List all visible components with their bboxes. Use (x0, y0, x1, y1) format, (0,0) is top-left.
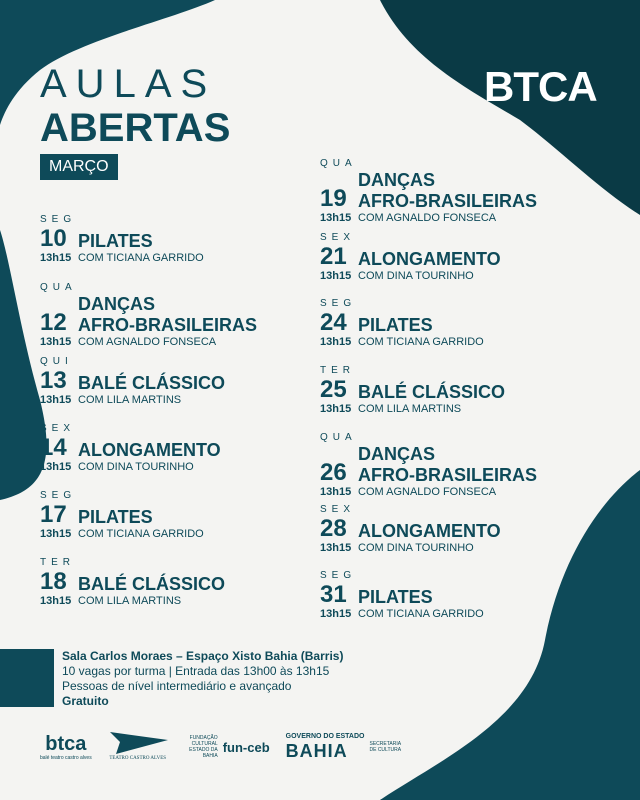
instructor: COM AGNALDO FONSECA (78, 336, 217, 348)
class-title: DANÇAS (78, 294, 156, 314)
class-title: ALONGAMENTO (358, 249, 501, 269)
instructor: COM LILA MARTINS (78, 595, 182, 607)
class-title: PILATES (78, 231, 153, 251)
weekday: SEG (40, 214, 77, 225)
date-number: 24 (320, 309, 347, 336)
instructor: COM TICIANA GARRIDO (78, 252, 204, 264)
class-entry (320, 232, 501, 283)
btca-logo: btca balé teatro castro alves (40, 733, 92, 761)
date-number: 12 (40, 309, 67, 336)
info-accent-bar (0, 649, 54, 707)
class-title: BALÉ CLÁSSICO (78, 373, 226, 393)
weekday: SEX (320, 232, 356, 243)
weekday: SEX (320, 504, 356, 515)
weekday: SEG (40, 490, 77, 501)
class-time: 13h15 (40, 461, 72, 473)
class-entry (320, 432, 537, 499)
class-time: 13h15 (320, 608, 352, 620)
class-entry (320, 504, 501, 555)
class-entry (320, 298, 484, 349)
instructor: COM AGNALDO FONSECA (358, 212, 497, 224)
class-entry (40, 423, 221, 474)
info-block (62, 649, 343, 709)
class-title: BALÉ CLÁSSICO (78, 574, 226, 594)
weekday: QUA (40, 282, 77, 293)
info-level: Pessoas de nível intermediário e avançado (62, 679, 292, 693)
instructor: COM DINA TOURINHO (358, 542, 474, 554)
instructor: COM TICIANA GARRIDO (78, 528, 204, 540)
class-time: 13h15 (320, 542, 352, 554)
info-price: Gratuito (62, 694, 109, 708)
class-title: PILATES (358, 315, 433, 335)
class-title: AFRO-BRASILEIRAS (358, 191, 537, 211)
weekday: TER (320, 365, 355, 376)
title-line-2: ABERTAS (40, 106, 231, 150)
date-number: 26 (320, 459, 347, 486)
instructor: COM TICIANA GARRIDO (358, 336, 484, 348)
weekday: TER (40, 557, 75, 568)
class-time: 13h15 (320, 336, 352, 348)
instructor: COM DINA TOURINHO (358, 270, 474, 282)
class-entry (40, 282, 257, 349)
class-time: 13h15 (320, 486, 352, 498)
date-number: 14 (40, 434, 67, 461)
weekday: SEX (40, 423, 76, 434)
weekday: QUI (40, 356, 73, 367)
class-title: PILATES (78, 507, 153, 527)
class-entry (320, 365, 505, 416)
date-number: 21 (320, 243, 347, 270)
class-time: 13h15 (40, 252, 72, 264)
class-time: 13h15 (320, 212, 352, 224)
class-entry (40, 490, 204, 541)
venue: Sala Carlos Moraes – Espaço Xisto Bahia (Barris) (62, 649, 344, 663)
class-entry (320, 570, 484, 621)
class-entry (320, 158, 537, 225)
weekday: QUA (320, 158, 357, 169)
class-time: 13h15 (320, 403, 352, 415)
date-number: 10 (40, 225, 67, 252)
info-capacity: 10 vagas por turma | Entrada das 13h00 às 13h15 (62, 664, 330, 678)
class-entry (40, 356, 225, 407)
instructor: COM AGNALDO FONSECA (358, 486, 497, 498)
weekday: QUA (320, 432, 357, 443)
class-title: DANÇAS (358, 444, 436, 464)
date-number: 17 (40, 501, 67, 528)
date-number: 25 (320, 376, 347, 403)
class-title: ALONGAMENTO (358, 521, 501, 541)
class-title: PILATES (358, 587, 433, 607)
instructor: COM TICIANA GARRIDO (358, 608, 484, 620)
funceb-logo: FUNDAÇÃO CULTURAL ESTADO DA BAHIA fun-ceb (189, 735, 270, 759)
class-time: 13h15 (40, 336, 72, 348)
weekday: SEG (320, 570, 357, 581)
date-number: 18 (40, 568, 67, 595)
class-title: ALONGAMENTO (78, 440, 221, 460)
date-number: 28 (320, 515, 347, 542)
tca-logo: TEATRO CASTRO ALVES (108, 732, 168, 762)
month-badge: MARÇO (40, 154, 118, 180)
class-time: 13h15 (40, 394, 72, 406)
class-time: 13h15 (320, 270, 352, 282)
date-number: 19 (320, 185, 347, 212)
class-entry (40, 214, 204, 265)
sponsor-logos (40, 732, 407, 762)
date-number: 31 (320, 581, 347, 608)
weekday: SEG (320, 298, 357, 309)
instructor: COM DINA TOURINHO (78, 461, 194, 473)
title-line-1: AULAS (40, 62, 217, 106)
class-time: 13h15 (40, 528, 72, 540)
class-title: BALÉ CLÁSSICO (358, 382, 506, 402)
instructor: COM LILA MARTINS (358, 403, 462, 415)
class-title: DANÇAS (358, 170, 436, 190)
class-entry (40, 557, 225, 608)
class-time: 13h15 (40, 595, 72, 607)
gov-bahia-logo: GOVERNO DO ESTADO BAHIA SECRETARIA DE CULTURA (285, 733, 402, 761)
instructor: COM LILA MARTINS (78, 394, 182, 406)
class-title: AFRO-BRASILEIRAS (78, 315, 257, 335)
brand-logo: BTCA (484, 63, 597, 110)
date-number: 13 (40, 367, 67, 394)
class-title: AFRO-BRASILEIRAS (358, 465, 537, 485)
